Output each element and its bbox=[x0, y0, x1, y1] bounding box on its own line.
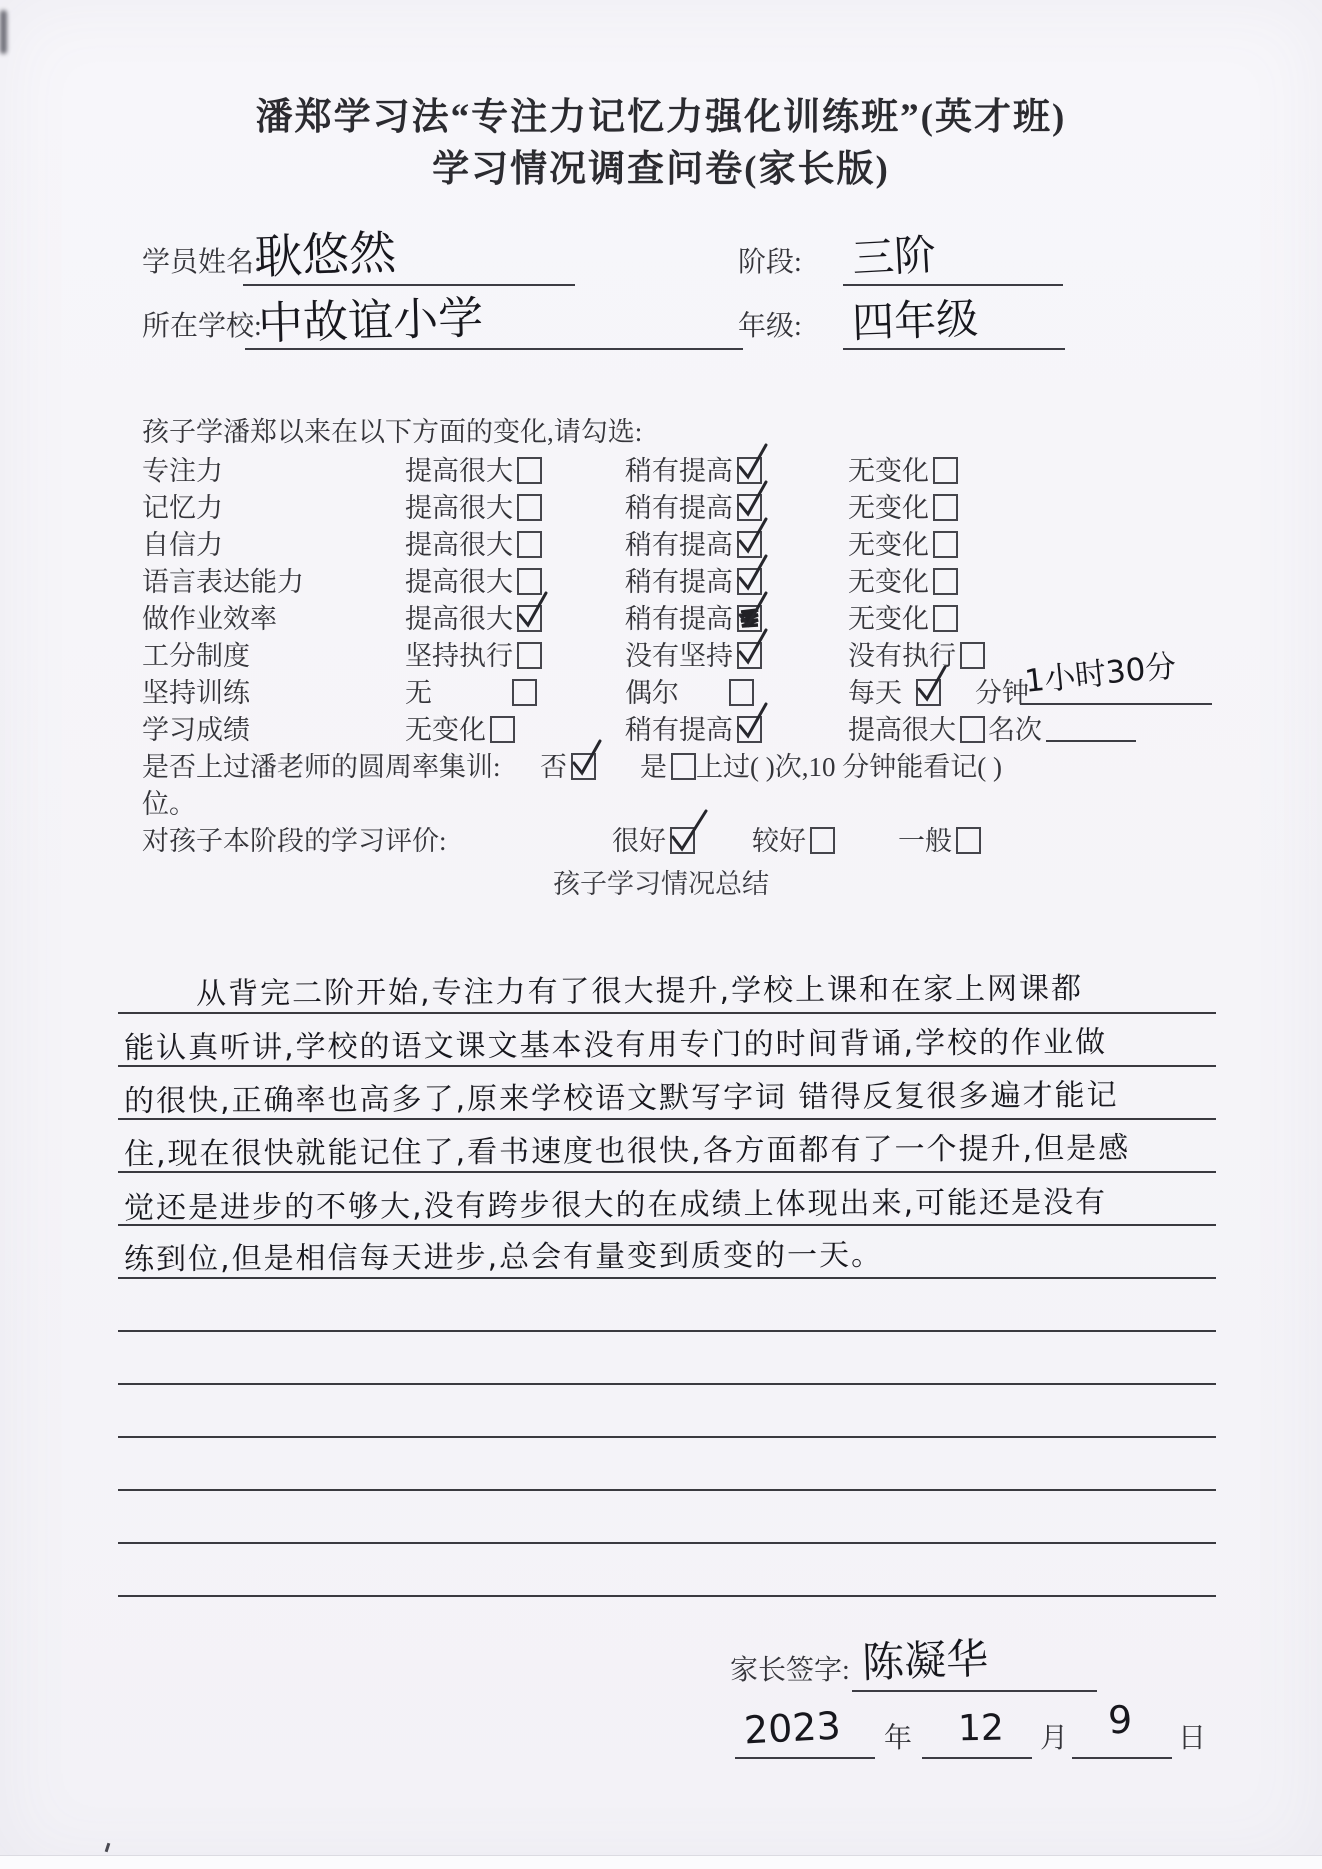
checkbox-checked bbox=[737, 642, 762, 669]
scan-edge-smudge bbox=[0, 10, 7, 54]
ruled-line bbox=[118, 1171, 1216, 1173]
pi-no-label: 否 bbox=[540, 752, 567, 782]
ruled-line bbox=[118, 1224, 1216, 1226]
summary-heading: 孩子学习情况总结 bbox=[553, 869, 769, 899]
rank-underline bbox=[1046, 740, 1136, 742]
pi-question-wrap-row bbox=[0, 782, 1322, 819]
option-label: 稍有提高 bbox=[625, 604, 733, 634]
ruled-line bbox=[118, 1383, 1216, 1385]
pi-question-lead: 是否上过潘老师的圆周率集训: bbox=[142, 752, 501, 782]
parent-signature-value: 陈凝华 bbox=[861, 1633, 989, 1688]
option-label: 提高很大 bbox=[405, 493, 513, 523]
row-label: 语言表达能力 bbox=[142, 567, 304, 597]
option-label: 坚持执行 bbox=[405, 641, 513, 671]
row-label: 坚持训练 bbox=[142, 678, 250, 708]
ruled-line bbox=[118, 1118, 1216, 1120]
ruled-line bbox=[118, 1436, 1216, 1438]
option-label: 无变化 bbox=[848, 530, 929, 560]
checklist-row bbox=[0, 486, 1322, 523]
ruled-line bbox=[118, 1595, 1216, 1597]
summary-line: 住,现在很快就能记住了,看书速度也很快,各方面都有了一个提升,但是感 bbox=[123, 1130, 1131, 1173]
form-title-line1: 潘郑学习法“专注力记忆力强化训练班”(英才班) bbox=[255, 97, 1067, 138]
checkbox-unchecked bbox=[960, 642, 985, 669]
checkbox-unchecked bbox=[933, 568, 958, 595]
checkbox-checked bbox=[571, 753, 596, 780]
option-label: 偶尔 bbox=[625, 678, 679, 708]
evaluation-row bbox=[0, 819, 1322, 856]
pi-yes-label: 是 bbox=[640, 752, 667, 782]
grade-underline bbox=[843, 348, 1065, 350]
row-label: 专注力 bbox=[142, 456, 223, 486]
checkbox-unchecked bbox=[960, 716, 985, 743]
option-label: 提高很大 bbox=[405, 456, 513, 486]
checkbox-unchecked bbox=[933, 494, 958, 521]
date-year-label: 年 bbox=[884, 1723, 913, 1754]
school-label: 所在学校: bbox=[142, 311, 262, 342]
option-label: 无变化 bbox=[848, 493, 929, 523]
checkbox-unchecked bbox=[517, 457, 542, 484]
date-day-value: 9 bbox=[1107, 1697, 1133, 1743]
form-title bbox=[0, 92, 1322, 196]
date-day-label: 日 bbox=[1178, 1723, 1207, 1754]
summary-line: 的很快,正确率也高多了,原来学校语文默写字词 错得反复很多遍才能记 bbox=[123, 1077, 1119, 1120]
option-label: 每天 bbox=[848, 678, 902, 708]
option-label: 较好 bbox=[752, 826, 806, 856]
row-label: 学习成绩 bbox=[142, 715, 250, 745]
checklist-row bbox=[0, 560, 1322, 597]
option-label: 无变化 bbox=[848, 604, 929, 634]
school-underline bbox=[245, 348, 743, 350]
rank-label: 名次 bbox=[988, 715, 1042, 745]
checklist-intro: 孩子学潘郑以来在以下方面的变化,请勾选: bbox=[142, 417, 643, 447]
option-label: 没有执行 bbox=[848, 641, 956, 671]
option-label: 提高很大 bbox=[405, 604, 513, 634]
ruled-line bbox=[118, 1489, 1216, 1491]
option-label: 没有坚持 bbox=[625, 641, 733, 671]
option-label: 无变化 bbox=[848, 456, 929, 486]
summary-line: 觉还是进步的不够大,没有跨步很大的在成绩上体现出来,可能还是没有 bbox=[123, 1184, 1108, 1227]
stage-label: 阶段: bbox=[738, 247, 802, 278]
option-label: 稍有提高 bbox=[625, 567, 733, 597]
pi-yes-rest: 上过( )次,10 分钟能看记( ) bbox=[696, 752, 1002, 782]
checkbox-unchecked bbox=[512, 679, 537, 706]
summary-line: 能认真听讲,学校的语文课文基本没有用专门的时间背诵,学校的作业做 bbox=[123, 1024, 1108, 1067]
stage-value: 三阶 bbox=[850, 229, 938, 284]
minutes-value: 1小时30分 bbox=[1022, 648, 1179, 700]
checklist-row bbox=[0, 523, 1322, 560]
checkbox-unchecked bbox=[517, 494, 542, 521]
checkbox-unchecked bbox=[517, 531, 542, 558]
option-label: 很好 bbox=[612, 826, 666, 856]
option-label: 一般 bbox=[898, 826, 952, 856]
checkbox-checked bbox=[737, 716, 762, 743]
ruled-line bbox=[118, 1012, 1216, 1014]
option-label: 稍有提高 bbox=[625, 456, 733, 486]
row-label: 工分制度 bbox=[142, 641, 250, 671]
evaluation-label: 对孩子本阶段的学习评价: bbox=[142, 826, 447, 856]
checkbox-checked bbox=[670, 827, 695, 854]
date-day-underline bbox=[1072, 1757, 1172, 1759]
ruled-line bbox=[118, 1542, 1216, 1544]
scan-bottom-strip bbox=[0, 1855, 1322, 1869]
school-value: 中故谊小学 bbox=[257, 291, 484, 350]
summary-line: 从背完二阶开始,专注力有了很大提升,学校上课和在家上网课都 bbox=[195, 971, 1084, 1012]
date-month-label: 月 bbox=[1040, 1723, 1069, 1754]
option-label: 稍有提高 bbox=[625, 530, 733, 560]
date-month-underline bbox=[922, 1757, 1032, 1759]
grade-label: 年级: bbox=[738, 311, 802, 342]
option-label: 提高很大 bbox=[848, 715, 956, 745]
option-label: 稍有提高 bbox=[625, 493, 733, 523]
checklist-row bbox=[0, 449, 1322, 486]
checkbox-unchecked bbox=[956, 827, 981, 854]
option-label: 稍有提高 bbox=[625, 715, 733, 745]
checkbox-unchecked bbox=[810, 827, 835, 854]
checkbox-checked bbox=[916, 679, 941, 706]
student-name-label: 学员姓名: bbox=[142, 247, 262, 278]
checklist-intro-row bbox=[0, 410, 1322, 447]
checkbox-unchecked bbox=[490, 716, 515, 743]
checkbox-unchecked bbox=[517, 642, 542, 669]
summary-line: 练到位,但是相信每天进步,总会有量变到质变的一天。 bbox=[123, 1237, 884, 1278]
minutes-label: 分钟 bbox=[975, 678, 1029, 708]
date-month-value: 12 bbox=[957, 1707, 1005, 1750]
scan-speck bbox=[105, 1843, 111, 1852]
option-label: 提高很大 bbox=[405, 567, 513, 597]
form-title-line2: 学习情况调查问卷(家长版) bbox=[432, 149, 890, 190]
checkbox-unchecked bbox=[671, 753, 696, 780]
checkbox-unchecked bbox=[933, 457, 958, 484]
minutes-underline bbox=[1020, 703, 1212, 705]
row-label: 记忆力 bbox=[142, 493, 223, 523]
date-year-underline bbox=[735, 1757, 875, 1759]
pi-question-wrap: 位。 bbox=[142, 789, 196, 819]
option-label: 提高很大 bbox=[405, 530, 513, 560]
ruled-line bbox=[118, 1065, 1216, 1067]
ruled-line bbox=[118, 1330, 1216, 1332]
checkbox-unchecked bbox=[933, 531, 958, 558]
signature-underline bbox=[852, 1690, 1097, 1692]
option-label: 无 bbox=[405, 678, 432, 708]
row-label: 做作业效率 bbox=[142, 604, 277, 634]
checklist-row bbox=[0, 597, 1322, 634]
checkbox-checked bbox=[517, 605, 542, 632]
date-year-value: 2023 bbox=[742, 1703, 842, 1753]
row-label: 自信力 bbox=[142, 530, 223, 560]
option-label: 无变化 bbox=[405, 715, 486, 745]
option-label: 无变化 bbox=[848, 567, 929, 597]
pi-question-row bbox=[0, 745, 1322, 782]
grade-value: 四年级 bbox=[851, 293, 979, 348]
ruled-line bbox=[118, 1277, 1216, 1279]
student-name-value: 耿悠然 bbox=[254, 225, 398, 286]
parent-signature-label: 家长签字: bbox=[730, 1655, 850, 1686]
checkbox-unchecked bbox=[933, 605, 958, 632]
